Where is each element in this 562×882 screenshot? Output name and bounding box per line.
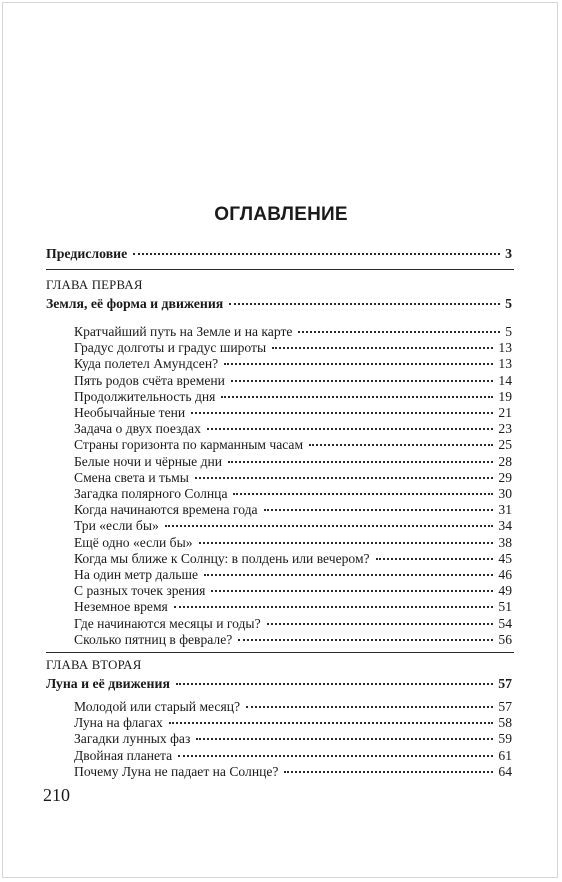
toc-entry-page: 64 bbox=[498, 763, 512, 779]
dot-leader bbox=[195, 477, 494, 479]
toc-entry[interactable] bbox=[74, 454, 512, 470]
toc-entry-page: 49 bbox=[498, 583, 512, 599]
toc-entry[interactable] bbox=[74, 324, 512, 340]
toc-entry-title: Куда полетел Амундсен? bbox=[74, 356, 219, 372]
toc-entry-title: Почему Луна не падает на Солнце? bbox=[74, 763, 279, 779]
toc-entry-title: Сколько пятниц в феврале? bbox=[74, 631, 233, 647]
toc-entry[interactable] bbox=[74, 748, 512, 764]
toc-entry-title: Кратчайший путь на Земле и на карте bbox=[74, 324, 293, 339]
toc-entry-page: 30 bbox=[498, 486, 512, 501]
dot-leader bbox=[309, 444, 493, 446]
chapter-page: 57 bbox=[498, 676, 512, 691]
dot-leader bbox=[272, 347, 493, 349]
dot-leader bbox=[298, 331, 500, 333]
toc-entry[interactable] bbox=[74, 356, 512, 372]
dot-leader bbox=[178, 755, 493, 757]
toc-entry-page: 5 bbox=[505, 324, 512, 339]
toc-entry[interactable] bbox=[74, 699, 512, 715]
toc-entry[interactable] bbox=[74, 486, 512, 502]
toc-entry-page: 23 bbox=[498, 421, 512, 437]
toc-entry-title: Смена света и тьмы bbox=[74, 469, 189, 485]
toc-entry-title: Градус долготы и градус широты bbox=[74, 340, 267, 356]
page-number: 210 bbox=[43, 785, 70, 805]
dot-leader bbox=[221, 396, 493, 398]
toc-entry-title: Страны горизонта по карманным часам bbox=[74, 437, 304, 453]
toc-entry-title: Три «если бы» bbox=[74, 518, 159, 534]
toc-entry-title: Пять родов счёта времени bbox=[74, 372, 225, 388]
dot-leader bbox=[284, 771, 493, 773]
toc-entry-title: Загадки лунных фаз bbox=[74, 731, 191, 747]
dot-leader bbox=[246, 706, 493, 708]
chapter-title-row[interactable] bbox=[46, 296, 512, 312]
toc-entry-page: 51 bbox=[498, 599, 512, 615]
toc-entry-page: 59 bbox=[498, 731, 512, 747]
toc-entry[interactable] bbox=[74, 470, 512, 486]
dot-leader bbox=[231, 380, 493, 382]
toc-entry[interactable] bbox=[74, 437, 512, 453]
toc-entry-page: 13 bbox=[498, 356, 512, 372]
toc-entry[interactable] bbox=[74, 421, 512, 437]
toc-entry[interactable] bbox=[74, 632, 512, 648]
toc-entry[interactable] bbox=[74, 715, 512, 731]
toc-entry-page: 21 bbox=[498, 405, 512, 420]
dot-leader bbox=[224, 363, 493, 365]
dot-leader bbox=[211, 590, 493, 592]
toc-entry[interactable] bbox=[74, 551, 512, 567]
toc-entry-page: 13 bbox=[498, 340, 512, 356]
dot-leader bbox=[207, 428, 494, 430]
toc-entry[interactable] bbox=[74, 567, 512, 583]
chapter-title: Луна и её движения bbox=[46, 676, 170, 691]
toc-entry-page: 57 bbox=[498, 699, 512, 714]
toc-entry-title: Необычайные тени bbox=[74, 405, 186, 420]
toc-entry-title: На один метр дальше bbox=[74, 567, 199, 582]
toc-entry[interactable] bbox=[74, 405, 512, 421]
chapter-title: Земля, её форма и движения bbox=[46, 296, 224, 311]
dot-leader bbox=[267, 623, 494, 625]
toc-entry-page: 46 bbox=[498, 567, 512, 582]
dot-leader bbox=[176, 683, 493, 685]
toc-entry-title: Где начинаются месяцы и годы? bbox=[74, 615, 261, 631]
toc-entry-title: Неземное время bbox=[74, 599, 168, 615]
toc-entry-page: 61 bbox=[498, 747, 512, 763]
chapter-label: ГЛАВА ПЕРВАЯ bbox=[46, 278, 143, 292]
toc-entry-title: Белые ночи и чёрные дни bbox=[74, 453, 223, 469]
toc-entry-page: 34 bbox=[498, 518, 512, 534]
toc-entry-title: Двойная планета bbox=[74, 747, 173, 763]
separator-line bbox=[46, 269, 514, 270]
toc-entry[interactable] bbox=[74, 731, 512, 747]
toc-entry[interactable] bbox=[74, 389, 512, 405]
chapter-page: 5 bbox=[505, 296, 512, 311]
toc-entry-title: Когда начинаются времена года bbox=[74, 502, 258, 518]
toc-entry-page: 38 bbox=[498, 534, 512, 550]
toc-entry-title: Загадка полярного Солнца bbox=[74, 486, 228, 501]
toc-entry[interactable] bbox=[74, 535, 512, 551]
toc-entry-page: 56 bbox=[498, 631, 512, 647]
dot-leader bbox=[174, 606, 494, 608]
toc-entry-title: Молодой или старый месяц? bbox=[74, 699, 241, 714]
toc-entry-title: Когда мы ближе к Солнцу: в полдень или вечером? bbox=[74, 550, 370, 566]
toc-entry-title: Предисловие bbox=[46, 246, 128, 261]
toc-entry-page: 45 bbox=[498, 550, 512, 566]
dot-leader bbox=[199, 542, 494, 544]
toc-entry-page: 58 bbox=[498, 715, 512, 731]
toc-entry-title: Продолжительность дня bbox=[74, 388, 216, 404]
toc-entry-page: 14 bbox=[498, 372, 512, 388]
dot-leader bbox=[204, 574, 493, 576]
dot-leader bbox=[229, 303, 500, 305]
toc-entry[interactable] bbox=[74, 502, 512, 518]
toc-entry-title: Ещё одно «если бы» bbox=[74, 534, 193, 550]
toc-entry[interactable] bbox=[74, 599, 512, 615]
toc-entry-page: 19 bbox=[498, 388, 512, 404]
chapter-title-row[interactable] bbox=[46, 676, 512, 692]
toc-entry[interactable] bbox=[74, 373, 512, 389]
toc-entry-title: Луна на флагах bbox=[74, 715, 163, 731]
toc-entry-preface[interactable] bbox=[46, 246, 512, 262]
toc-entry-page: 28 bbox=[498, 453, 512, 469]
toc-entry[interactable] bbox=[74, 518, 512, 534]
dot-leader bbox=[191, 412, 493, 414]
toc-entry-title: Задача о двух поездах bbox=[74, 421, 201, 437]
toc-entry-page: 29 bbox=[498, 469, 512, 485]
toc-entry[interactable] bbox=[74, 340, 512, 356]
toc-entry-page: 31 bbox=[498, 502, 512, 518]
toc-heading: ОГЛАВЛЕНИЕ bbox=[214, 204, 348, 225]
dot-leader bbox=[233, 493, 493, 495]
dot-leader bbox=[376, 558, 494, 560]
dot-leader bbox=[133, 253, 500, 255]
toc-entry-page: 54 bbox=[498, 615, 512, 631]
toc-entry[interactable] bbox=[74, 764, 512, 780]
dot-leader bbox=[165, 525, 494, 527]
dot-leader bbox=[228, 461, 493, 463]
dot-leader bbox=[264, 509, 494, 511]
toc-entry-page: 3 bbox=[505, 246, 512, 261]
toc-entry-page: 25 bbox=[498, 437, 512, 453]
dot-leader bbox=[169, 722, 494, 724]
toc-entry-title: С разных точек зрения bbox=[74, 583, 206, 599]
toc-entry[interactable] bbox=[74, 583, 512, 599]
toc-entry[interactable] bbox=[74, 616, 512, 632]
dot-leader bbox=[196, 738, 493, 740]
chapter-label: ГЛАВА ВТОРАЯ bbox=[46, 658, 142, 672]
separator-line bbox=[46, 652, 514, 653]
dot-leader bbox=[238, 639, 493, 641]
